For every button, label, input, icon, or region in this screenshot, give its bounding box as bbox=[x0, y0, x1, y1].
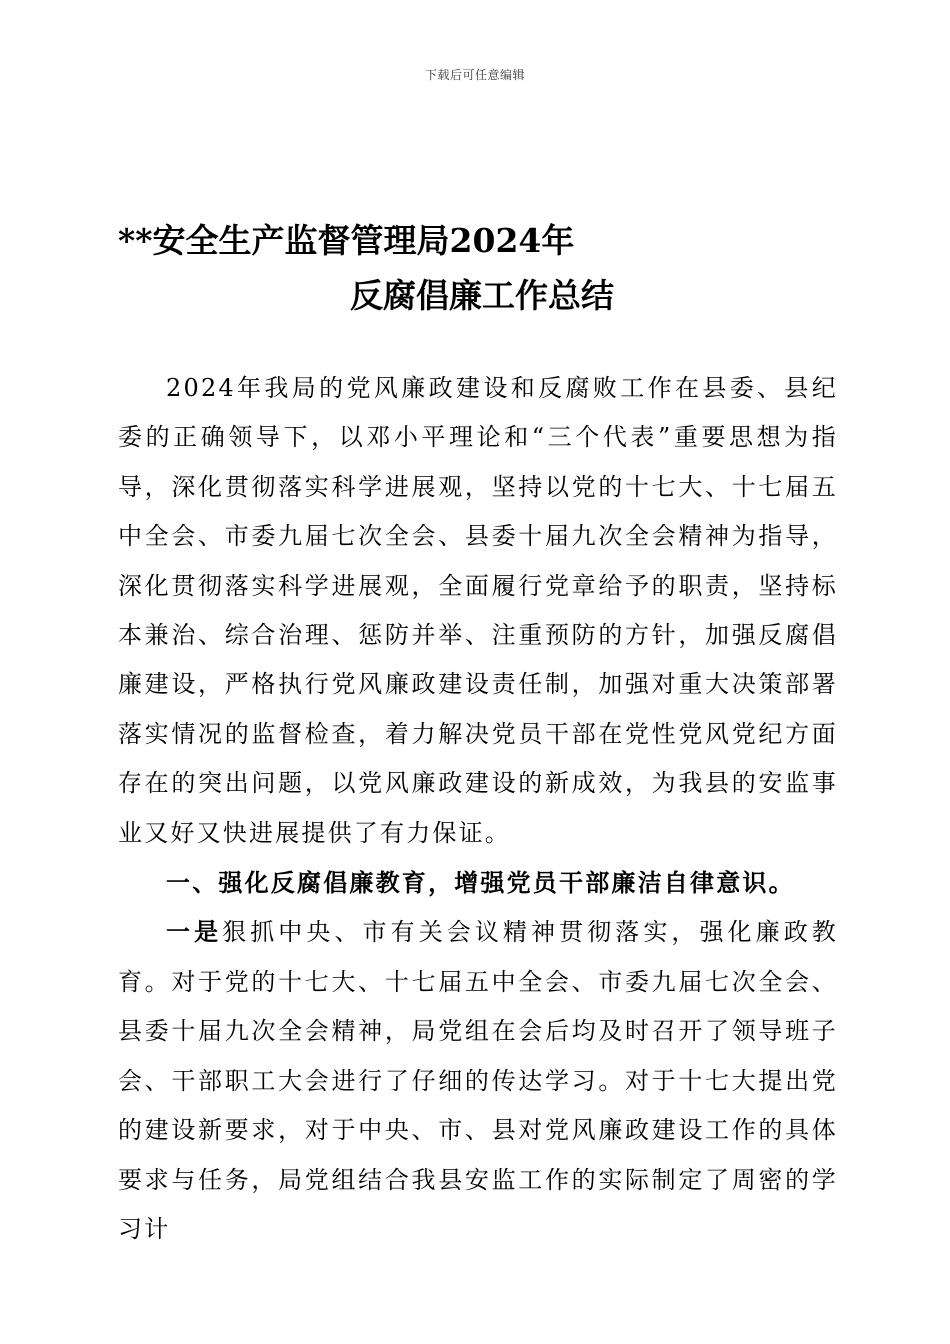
point-paragraph-1 bbox=[118, 907, 838, 1254]
point-text: 狠抓中央、市有关会议精神贯彻落实，强化廉政教育。对于党的十七大、十七届五中全会、市委九届七次全会、县委十届九次全会精神，局党组在会后均及时召开了领导班子会、干部职工大会进行了仔细的传达学习。对于十七大提出党的建设新要求，对于中央、市、县对党风廉政建设工作的具体要求与任务，局党组结合我县安监工作的实际制定了周密的学习计 bbox=[118, 918, 838, 1243]
header-note: 下载后可任意编辑 bbox=[424, 68, 525, 82]
document-body bbox=[118, 364, 838, 1254]
document-title-line2: 反腐倡廉工作总结 bbox=[350, 276, 614, 315]
section-heading-1: 一、强化反腐倡廉教育，增强党员干部廉洁自律意识。 bbox=[166, 868, 795, 898]
intro-paragraph: 2024年我局的党风廉政建设和反腐败工作在县委、县纪委的正确领导下，以邓小平理论和“三个代表”重要思想为指导，深化贯彻落实科学进展观，坚持以党的十七大、十七届五中全会、市委九届七次全会、县委十届九次全会精神为指导，深化贯彻落实科学进展观，全面履行党章给予的职责，坚持标本兼治、综合治理、惩防并举、注重预防的方针，加强反腐倡廉建设，严格执行党风廉政建设责任制，加强对重大决策部署落实情况的监督检查，着力解决党员干部在党性党风党纪方面存在的突出问题，以党风廉政建设的新成效，为我县的安监事业又好又快进展提供了有力保证。 bbox=[118, 374, 838, 847]
point-lead: 一是 bbox=[166, 917, 223, 947]
document-title-line1: **安全生产监督管理局2024年 bbox=[118, 221, 575, 260]
